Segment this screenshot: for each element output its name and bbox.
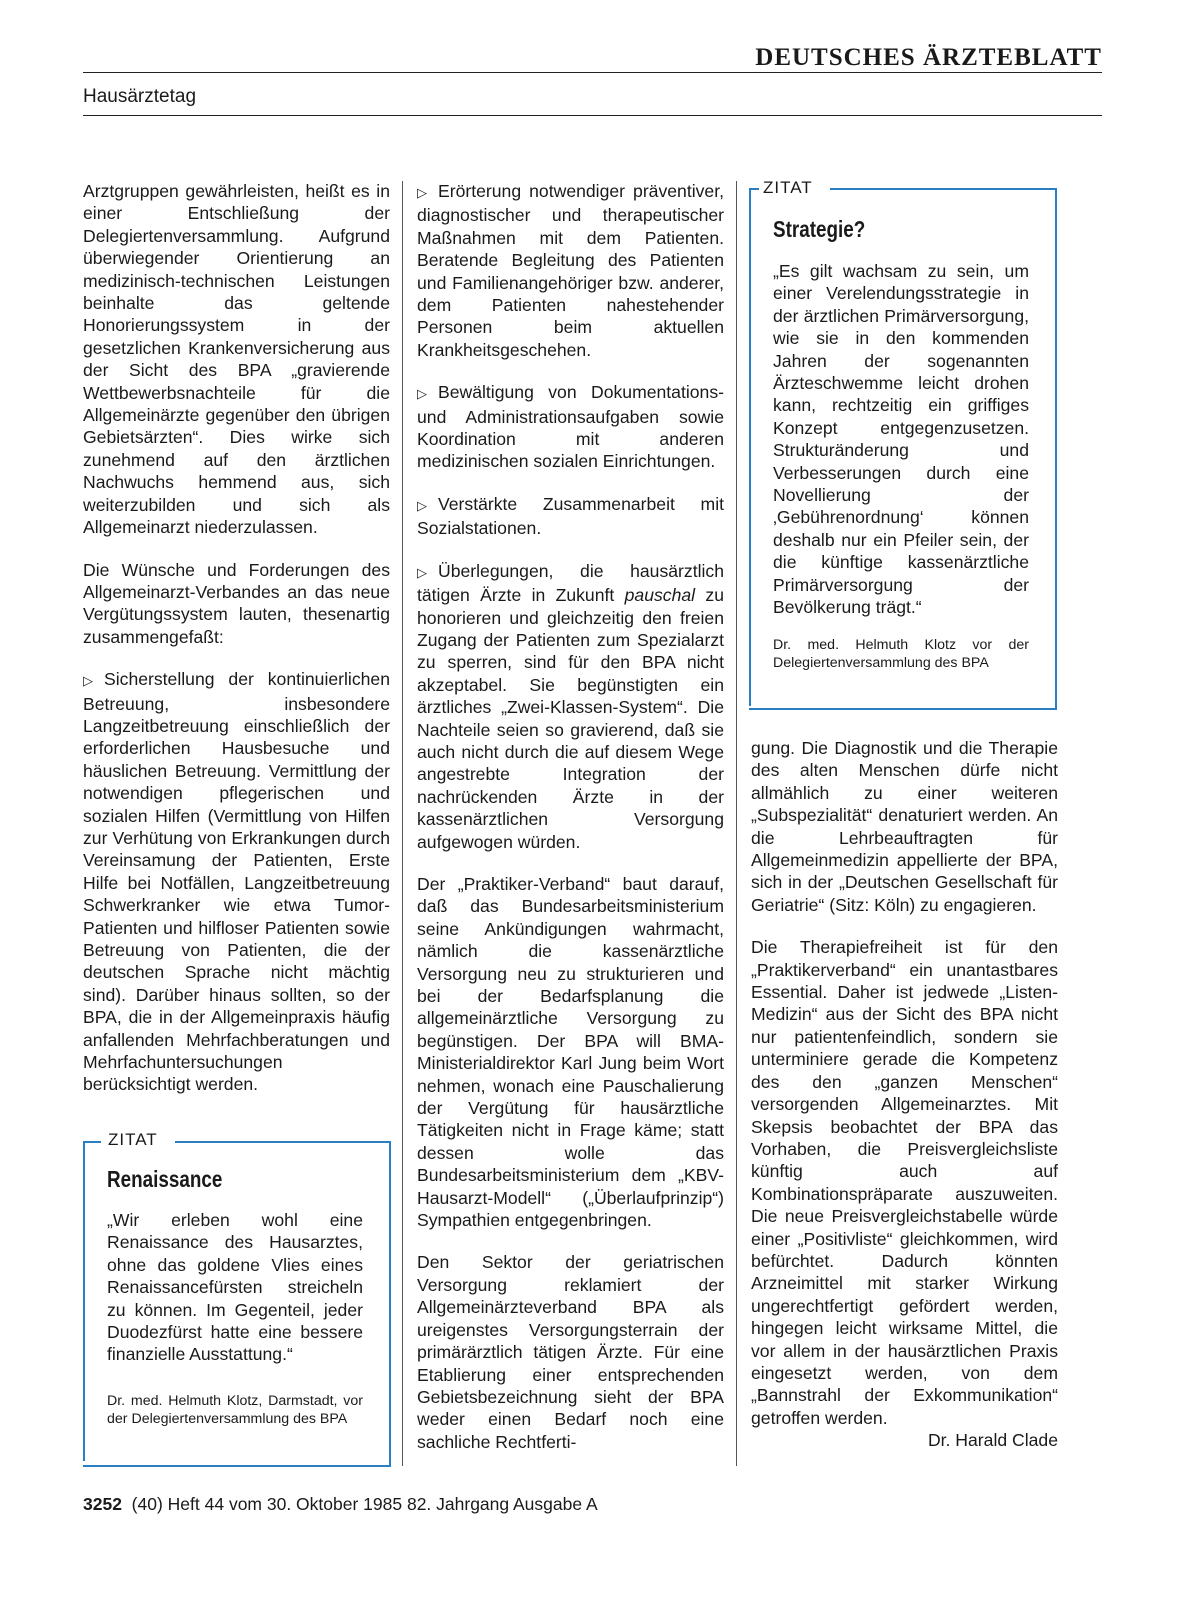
list-item: ▷ Bewältigung von Dokumentations- und Administrationsaufgaben sowie Koordination mit anderen medizinischen sozialen Einrichtungen. — [417, 382, 724, 472]
paragraph: Der „Praktiker-Verband“ baut darauf, daß das Bundesarbeitsministerium seine Ankündigungen wahrmacht, nämlich die kassenärztliche Versorgung neu zu strukturieren und bei der Bedarfsplanung die allgemeinärztliche Versorgung zu begünstigen. Der BPA will BMA-Ministerialdirektor Karl Jung beim Wort nehmen, wonach eine Pauschalierung der Vergütung für hausärztliche Tätigkeiten nicht in Frage käme; statt dessen wolle das Bundesarbeitsministerium dem „KBV-Hausarzt-Modell“ („Überlaufprinzip“) Sympathien entgegenbringen. — [417, 873, 724, 1231]
column-2 — [417, 180, 724, 1453]
quote-box-frame — [83, 1141, 85, 1461]
issue-info: (40) Heft 44 vom 30. Oktober 1985 82. Jahrgang Ausgabe A — [131, 1494, 598, 1514]
quote-box-frame — [83, 1141, 101, 1143]
list-item: ▷ Sicherstellung der kontinuierlichen Betreuung, insbesondere Langzeitbetreuung einschließlich der erforderlichen Hausbesuche und häuslichen Betreuung. Vermittlung der notwendigen pflegerischen und sozialen Hilfen (Vermittlung von Hilfen zur Verhütung von Erkrankungen durch Vereinsamung der Patienten, Erste Hilfe bei Notfällen, Langzeitbetreuung Schwerkranker wie etwa Tumor-Patienten und hilfloser Patienten sowie Betreuung von Patienten, die der deutschen Sprache nicht mächtig sind). Darüber hinaus sollten, so der BPA, die in der Allgemeinpraxis häufig anfallenden Mehrfachberatungen und Mehrfachuntersuchungen berücksichtigt werden. — [83, 669, 390, 1095]
quote-title: Strategie? — [773, 216, 866, 242]
paragraph: gung. Die Diagnostik und die Therapie des alten Menschen dürfe nicht allmählich zu einer weiteren „Subspezialität“ denaturiert werden. An die Lehrbeauftragten für Allgemeinmedizin appellierte der BPA, sich in der „Deutschen Gesellschaft für Geriatrie“ (Sitz: Köln) zu engagieren. — [751, 738, 1058, 915]
column-divider — [736, 181, 737, 1466]
page-footer — [83, 1494, 598, 1515]
quote-label: ZITAT — [104, 1130, 162, 1150]
section-rule — [83, 115, 1102, 116]
quote-box-frame — [830, 188, 1056, 190]
quote-text: „Wir erleben wohl eine Renaissance des Hausarztes, ohne das goldene Vlies eines Renaissancefürsten streicheln zu können. Im Gegenteil, jeder Duodezfürst hatte eine bessere finanzielle Ausstattung.“ — [107, 1210, 363, 1365]
article-author: Dr. Harald Clade — [927, 1430, 1058, 1451]
column-3 — [751, 737, 1058, 1452]
masthead-rule — [83, 72, 1102, 73]
quote-source: Dr. med. Helmuth Klotz vor der Delegiertenversammlung des BPA — [773, 637, 1029, 671]
triangle-bullet-icon: ▷ — [83, 673, 93, 689]
masthead: DEUTSCHES ÄRZTEBLATT — [755, 44, 1102, 71]
column-1 — [83, 180, 390, 1096]
quote-label: ZITAT — [759, 178, 817, 198]
quote-title: Renaissance — [107, 1166, 223, 1192]
triangle-bullet-icon: ▷ — [417, 564, 427, 580]
list-item: ▷ Erörterung notwendiger präventiver, diagnostischer und therapeutischer Maßnahmen mit dem Patienten. Beratende Begleitung des Patienten und Familienangehöriger bzw. anderer, dem Patienten nahestehender Personen beim aktuellen Krankheitsgeschehen. — [417, 181, 724, 360]
triangle-bullet-icon: ▷ — [417, 497, 427, 513]
column-divider — [402, 181, 403, 1466]
quote-source: Dr. med. Helmuth Klotz, Darmstadt, vor der Delegiertenversammlung des BPA — [107, 1393, 363, 1427]
section-label: Hausärztetag — [83, 86, 197, 107]
paragraph: Arztgruppen gewährleisten, heißt es in einer Entschließung der Delegiertenversammlung. Aufgrund überwiegender Orientierung an medizinisch-technischen Leistungen beinhalte das geltende Honorierungssystem in der gesetzlichen Krankenversicherung aus der Sicht des BPA „gravierende Wettbewerbsnachteile für die Allgemeinärzte gegenüber den übrigen Gebietsärzten“. Dies wirke sich zunehmend auf den ärztlichen Nachwuchs hemmend aus, sich weiterzubilden und sich als Allgemeinarzt niederzulassen. — [83, 181, 390, 538]
quote-box-frame — [175, 1141, 391, 1143]
paragraph: Den Sektor der geriatrischen Versorgung reklamiert der Allgemeinärzteverband BPA als ureigenstes Versorgungsterrain der primärärztlich tätigen Ärzte. Für eine Etablierung einer entsprechenden Gebietsbezeichnung sieht der BPA weder einen Bedarf noch eine sachliche Rechtferti- — [417, 1252, 724, 1452]
triangle-bullet-icon: ▷ — [417, 386, 427, 402]
list-item: ▷ Verstärkte Zusammenarbeit mit Sozialstationen. — [417, 493, 724, 539]
quote-text: „Es gilt wachsam zu sein, um einer Verelendungsstrategie in der ärztlichen Primärversorgung, wie sie in den kommenden Jahren der sogenannten Ärzteschwemme leicht drohen kann, rechtzeitig ein griffiges Konzept entgegenzusetzen. Strukturänderung und Verbesserungen durch eine Novellierung der ‚Gebührenordnung‘ können deshalb nur ein Pfeiler sein, der die künftige kassenärztliche Primärversorgung der Bevölkerung trägt.“ — [773, 261, 1029, 618]
quote-box-frame — [749, 188, 751, 706]
page-number: 3252 — [83, 1494, 122, 1514]
list-item: ▷ Überlegungen, die hausärztlich tätigen Ärzte in Zukunft pauschal zu honorieren und gleichzeitig den freien Zugang der Patienten zum Spezialarzt zu sperren, sind für den BPA nicht akzeptabel. Sie begünstigten ein ärztliches „Zwei-Klassen-System“. Die Nachteile seien so gravierend, daß sie auch nicht durch die auf diesem Wege angestrebte Integration der nachrückenden Ärzte in der kassenärztlichen Versorgung aufgewogen würden. — [417, 560, 724, 852]
triangle-bullet-icon: ▷ — [417, 185, 427, 200]
paragraph: Die Wünsche und Forderungen des Allgemeinarzt-Verbandes an das neue Vergütungssystem lauten, thesenartig zusammengefaßt: — [83, 559, 390, 647]
paragraph: Die Therapiefreiheit ist für den „Praktikerverband“ ein unantastbares Essential. Daher ist jedwede „Listen-Medizin“ aus der Sicht des BPA nicht nur patientenfeindlich, sondern sie unterminiere gerade die Kompetenz des den „ganzen Menschen“ versorgenden Allgemeinarztes. Mit Skepsis beobachtet der BPA das Vorhaben, die Preisvergleichsliste künftig auch auf Kombinationspräparate auszuweiten. Die neue Preisvergleichstabelle würde einer „Positivliste“ gleichkommen, wird befürchtet. Dadurch könnten Arzneimittel mit starker Wirkung ungerechtfertigt gefördert werden, hingegen leicht wirksame Mittel, die vor allem in der hausärztlichen Praxis eingesetzt werden, von dem „Bannstrahl der Exkommunikation“ getroffen werden. — [751, 937, 1058, 1428]
